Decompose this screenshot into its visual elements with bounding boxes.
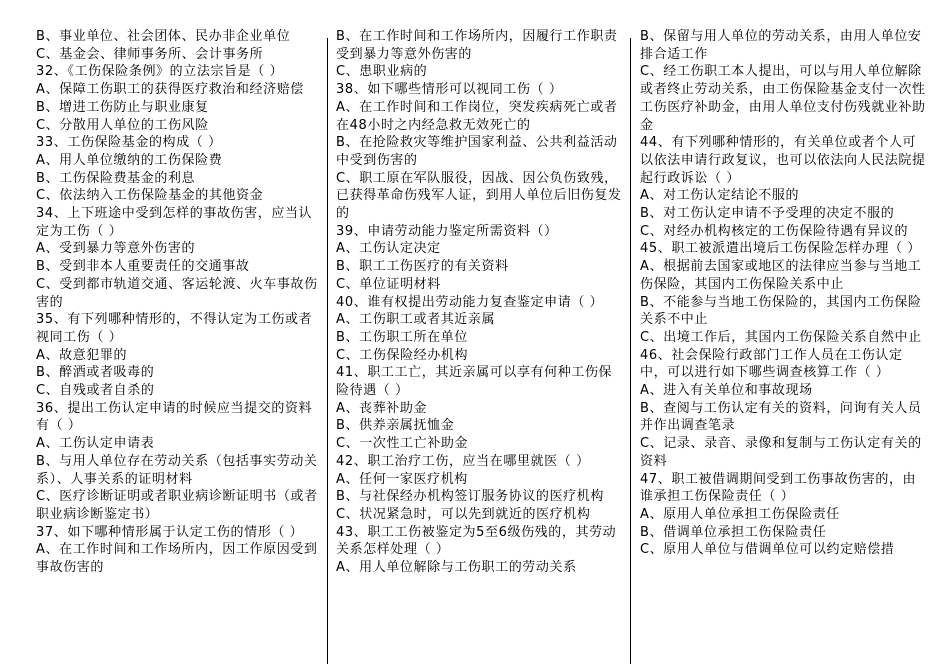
text-line: B、与用人单位存在劳动关系（包括事实劳动关系）、人事关系的证明材料 <box>36 453 318 487</box>
text-line: 43、职工工伤被鉴定为5至6级伤残的，其劳动关系怎样处理（ ） <box>336 524 617 558</box>
text-line: C、状况紧急时，可以先到就近的医疗机构 <box>336 506 591 522</box>
text-line: 47、职工被借调期间受到工伤事故伤害的，由谁承担工伤保险责任（ ） <box>640 471 917 505</box>
text-line: 44、有下列哪种情形的，有关单位或者个人可以依法申请行政复议，也可以依法向人民法院提起行政诉讼（ ） <box>640 135 926 186</box>
text-line: C、对经办机构核定的工伤保险待遇有异议的 <box>640 223 909 239</box>
text-line: A、用人单位解除与工伤职工的劳动关系 <box>336 560 577 576</box>
text-line: A、工伤认定决定 <box>336 241 441 257</box>
text-line: C、受到都市轨道交通、客运轮渡、火车事故伤害的 <box>36 276 318 310</box>
text-line: A、在工作时间和工作岗位，突发疾病死亡或者在48小时之内经急救无效死亡的 <box>336 99 618 133</box>
text-line: B、借调单位承担工伤保险责任 <box>640 524 827 540</box>
text-line: B、保留与用人单位的劳动关系，由用人单位安排合适工作 <box>640 29 922 62</box>
text-line: 38、如下哪些情形可以视同工伤（ ） <box>336 82 563 98</box>
text-line: B、在工作时间和工作场所内，因履行工作职责受到暴力等意外伤害的 <box>336 29 618 62</box>
text-line: A、对工伤认定结论不服的 <box>640 188 800 204</box>
text-line: A、受到暴力等意外伤害的 <box>36 241 196 257</box>
text-line: A、用人单位缴纳的工伤保险费 <box>36 152 223 168</box>
text-line: 35、有下列哪种情形的，不得认定为工伤或者视同工伤（ ） <box>36 312 313 345</box>
text-column-right <box>640 28 928 559</box>
text-line: 40、谁有权提出劳动能力复查鉴定申请（ ） <box>336 294 604 310</box>
text-line: C、单位证明材料 <box>336 276 441 292</box>
text-line: A、任何一家医疗机构 <box>336 471 468 487</box>
text-line: A、丧葬补助金 <box>336 400 428 416</box>
text-line: 34、上下班途中受到怎样的事故伤害，应当认定为工伤（ ） <box>36 206 313 239</box>
text-line: B、工伤保险费基金的利息 <box>36 170 196 186</box>
text-line: 39、申请劳动能力鉴定所需资料（） <box>336 223 558 239</box>
text-line: A、进入有关单位和事故现场 <box>640 383 813 399</box>
column-divider <box>327 38 328 664</box>
column-divider <box>630 38 631 664</box>
text-line: B、醉酒或者吸毒的 <box>36 365 155 381</box>
text-line: C、出境工作后，其国内工伤保险关系自然中止 <box>640 329 922 345</box>
text-line: 36、提出工伤认定申请的时候应当提交的资料有（ ） <box>36 400 313 434</box>
text-line: C、分散用人单位的工伤风险 <box>36 117 209 133</box>
text-line: B、不能参与当地工伤保险的，其国内工伤保险关系不中止 <box>640 294 922 328</box>
text-line: C、医疗诊断证明或者职业病诊断证明书（或者职业病诊断鉴定书） <box>36 489 318 522</box>
text-line: B、工伤职工所在单位 <box>336 329 468 345</box>
text-line: 33、工伤保险基金的构成（ ） <box>36 135 222 151</box>
text-line: 45、职工被派遣出境后工伤保险怎样办理（ ） <box>640 241 921 257</box>
text-line: C、一次性工亡补助金 <box>336 436 469 452</box>
text-line: A、在工作时间和工作场所内，因工作原因受到事故伤害的 <box>36 542 318 576</box>
text-line: A、保障工伤职工的获得医疗救治和经济赔偿 <box>36 82 304 98</box>
text-line: B、在抢险救灾等维护国家利益、公共利益活动中受到伤害的 <box>336 135 618 168</box>
text-line: 41、职工工亡，其近亲属可以享有何种工伤保险待遇（ ） <box>336 365 613 399</box>
text-line: C、记录、录音、录像和复制与工伤认定有关的资料 <box>640 436 922 469</box>
text-column-left <box>36 28 324 577</box>
text-line: C、原用人单位与借调单位可以约定赔偿措 <box>640 542 895 558</box>
text-line: B、与社保经办机构签订服务协议的医疗机构 <box>336 489 604 505</box>
text-line: C、职工原在军队服役，因战、因公负伤致残，已获得革命伤残军人证，到用人单位后旧伤复发的 <box>336 170 622 222</box>
text-line: A、故意犯罪的 <box>36 347 128 363</box>
text-line: B、事业单位、社会团体、民办非企业单位 <box>36 29 291 44</box>
text-line: B、受到非本人重要责任的交通事故 <box>36 259 250 275</box>
text-line: A、工伤职工或者其近亲属 <box>336 312 496 328</box>
text-line: B、增进工伤防止与职业康复 <box>36 99 209 115</box>
text-line: B、职工工伤医疗的有关资料 <box>336 259 509 275</box>
text-line: C、患职业病的 <box>336 64 428 80</box>
text-line: A、原用人单位承担工伤保险责任 <box>640 506 840 522</box>
text-line: 32、《工伤保险条例》的立法宗旨是（ ） <box>36 64 284 80</box>
text-line: C、基金会、律师事务所、会计事务所 <box>36 46 264 62</box>
text-column-middle <box>336 28 624 577</box>
text-line: 42、职工治疗工伤，应当在哪里就医（ ） <box>336 453 590 469</box>
text-line: C、依法纳入工伤保险基金的其他资金 <box>36 188 264 204</box>
text-line: B、对工伤认定申请不予受理的决定不服的 <box>640 206 895 222</box>
text-line: B、供养亲属抚恤金 <box>336 418 455 434</box>
text-line: C、经工伤职工本人提出，可以与用人单位解除或者终止劳动关系，由工伤保险基金支付一次性工伤医疗补助金，由用人单位支付伤残就业补助金 <box>640 64 926 133</box>
text-line: B、查阅与工伤认定有关的资料，问询有关人员并作出调查笔录 <box>640 400 922 434</box>
text-line: C、工伤保险经办机构 <box>336 347 469 363</box>
text-line: A、工伤认定申请表 <box>36 436 155 452</box>
text-line: 37、如下哪种情形属于认定工伤的情形（ ） <box>36 524 304 540</box>
text-line: 46、社会保险行政部门工作人员在工伤认定中，可以进行如下哪些调查核算工作（ ） <box>640 347 903 381</box>
text-line: A、根据前去国家或地区的法律应当参与当地工伤保险，其国内工伤保险关系中止 <box>640 259 922 292</box>
text-line: C、自残或者自杀的 <box>36 383 155 399</box>
